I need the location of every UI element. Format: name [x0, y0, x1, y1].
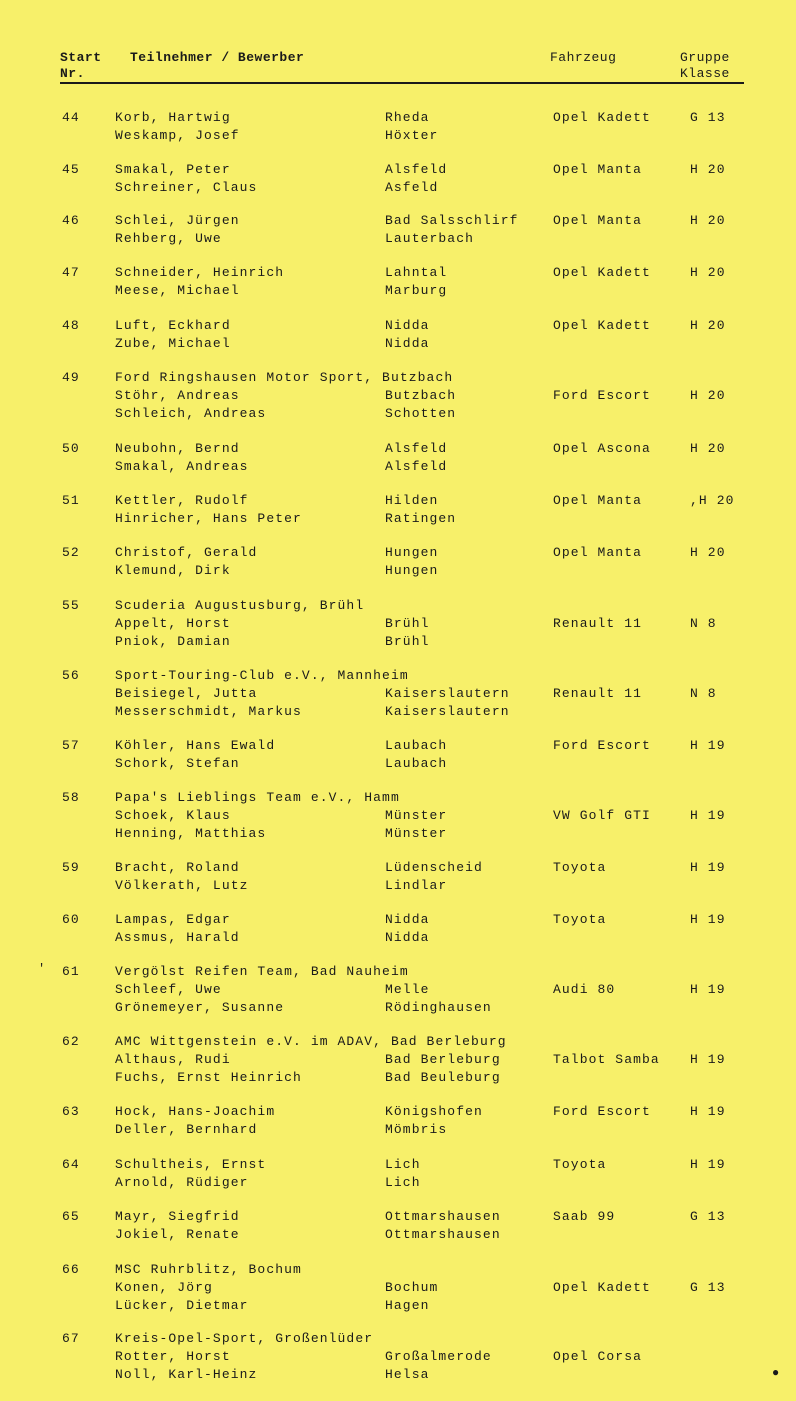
vehicle: Toyota	[553, 912, 607, 927]
driver-city: Nidda	[385, 336, 430, 351]
driver-name: Klemund, Dirk	[115, 563, 231, 578]
header-start: Start	[60, 50, 102, 65]
group-class: N 8	[690, 616, 717, 631]
entry-line	[0, 336, 796, 354]
entry-line	[0, 265, 796, 283]
driver-name: Deller, Bernhard	[115, 1122, 258, 1137]
entry-line	[0, 180, 796, 198]
driver-city: Laubach	[385, 756, 448, 771]
driver-name: Smakal, Peter	[115, 162, 231, 177]
team-name: Vergölst Reifen Team, Bad Nauheim	[115, 964, 409, 979]
driver-name: Korb, Hartwig	[115, 110, 231, 125]
vehicle: Ford Escort	[553, 1104, 651, 1119]
group-class: H 20	[690, 441, 726, 456]
vehicle: Opel Kadett	[553, 318, 651, 333]
driver-name: Völkerath, Lutz	[115, 878, 249, 893]
entry-line	[0, 878, 796, 896]
driver-city: Lich	[385, 1175, 421, 1190]
entry-line	[0, 511, 796, 529]
vehicle: Opel Manta	[553, 493, 643, 508]
entry-line	[0, 1280, 796, 1298]
header-teilnehmer: Teilnehmer / Bewerber	[130, 50, 305, 65]
driver-city: Lauterbach	[385, 231, 475, 246]
group-class: H 19	[690, 738, 726, 753]
start-number: 58	[62, 790, 80, 805]
driver-name: Schultheis, Ernst	[115, 1157, 267, 1172]
entry-line	[0, 1209, 796, 1227]
driver-city: Hungen	[385, 563, 439, 578]
group-class: H 19	[690, 1052, 726, 1067]
driver-name: Stöhr, Andreas	[115, 388, 240, 403]
start-number: 50	[62, 441, 80, 456]
driver-name: Luft, Eckhard	[115, 318, 231, 333]
scan-dot: ●	[772, 1366, 780, 1380]
vehicle: Renault 11	[553, 686, 643, 701]
entry-line	[0, 162, 796, 180]
entry-line	[0, 1070, 796, 1088]
entry-line	[0, 616, 796, 634]
driver-name: Appelt, Horst	[115, 616, 231, 631]
driver-city: Lahntal	[385, 265, 448, 280]
driver-name: Jokiel, Renate	[115, 1227, 240, 1242]
header-fahrzeug: Fahrzeug	[550, 50, 617, 65]
driver-name: Köhler, Hans Ewald	[115, 738, 276, 753]
group-class: N 8	[690, 686, 717, 701]
driver-city: Höxter	[385, 128, 439, 143]
driver-city: Bad Beuleburg	[385, 1070, 501, 1085]
driver-name: Arnold, Rüdiger	[115, 1175, 249, 1190]
driver-name: Zube, Michael	[115, 336, 231, 351]
driver-name: Schleef, Uwe	[115, 982, 222, 997]
driver-name: Konen, Jörg	[115, 1280, 213, 1295]
driver-city: Ottmarshausen	[385, 1227, 501, 1242]
driver-name: Schork, Stefan	[115, 756, 240, 771]
driver-name: Pniok, Damian	[115, 634, 231, 649]
driver-name: Mayr, Siegfrid	[115, 1209, 240, 1224]
header-rule	[60, 82, 744, 84]
start-number: 48	[62, 318, 80, 333]
team-name: Scuderia Augustusburg, Brühl	[115, 598, 365, 613]
entry-line	[0, 1122, 796, 1140]
group-class: H 19	[690, 860, 726, 875]
team-name: Papa's Lieblings Team e.V., Hamm	[115, 790, 400, 805]
entry-line	[0, 826, 796, 844]
start-number: 44	[62, 110, 80, 125]
start-number: 49	[62, 370, 80, 385]
vehicle: Opel Manta	[553, 545, 643, 560]
driver-name: Bracht, Roland	[115, 860, 240, 875]
driver-city: Marburg	[385, 283, 448, 298]
entry-line	[0, 1367, 796, 1385]
driver-city: Bad Berleburg	[385, 1052, 501, 1067]
driver-name: Messerschmidt, Markus	[115, 704, 302, 719]
team-name: Ford Ringshausen Motor Sport, Butzbach	[115, 370, 454, 385]
entry-line	[0, 1052, 796, 1070]
driver-city: Bochum	[385, 1280, 439, 1295]
entry-line	[0, 598, 796, 616]
entry-line	[0, 1157, 796, 1175]
driver-city: Ottmarshausen	[385, 1209, 501, 1224]
start-number: 61	[62, 964, 80, 979]
entry-line	[0, 1104, 796, 1122]
driver-name: Lücker, Dietmar	[115, 1298, 249, 1313]
start-number: 63	[62, 1104, 80, 1119]
entry-line	[0, 790, 796, 808]
group-class: G 13	[690, 1209, 726, 1224]
driver-city: Ratingen	[385, 511, 457, 526]
vehicle: Opel Manta	[553, 162, 643, 177]
start-number: 45	[62, 162, 80, 177]
entry-line	[0, 668, 796, 686]
driver-name: Schneider, Heinrich	[115, 265, 285, 280]
header-nr: Nr.	[60, 66, 85, 81]
start-number: 56	[62, 668, 80, 683]
driver-name: Grönemeyer, Susanne	[115, 1000, 285, 1015]
vehicle: Opel Kadett	[553, 265, 651, 280]
entry-line	[0, 441, 796, 459]
entry-line	[0, 1349, 796, 1367]
driver-city: Nidda	[385, 930, 430, 945]
start-number: 46	[62, 213, 80, 228]
entry-line	[0, 283, 796, 301]
driver-city: Lüdenscheid	[385, 860, 483, 875]
group-class: H 20	[690, 162, 726, 177]
group-class: H 19	[690, 1104, 726, 1119]
driver-name: Schlei, Jürgen	[115, 213, 240, 228]
start-number: 59	[62, 860, 80, 875]
entry-line	[0, 686, 796, 704]
scan-speck: '	[38, 962, 46, 976]
entry-line	[0, 318, 796, 336]
driver-name: Hinricher, Hans Peter	[115, 511, 302, 526]
start-number: 66	[62, 1262, 80, 1277]
entry-line	[0, 964, 796, 982]
entry-line	[0, 388, 796, 406]
driver-city: Asfeld	[385, 180, 439, 195]
vehicle: Ford Escort	[553, 738, 651, 753]
driver-city: Lindlar	[385, 878, 448, 893]
driver-city: Brühl	[385, 634, 430, 649]
driver-city: Königshofen	[385, 1104, 483, 1119]
vehicle: Toyota	[553, 860, 607, 875]
start-number: 62	[62, 1034, 80, 1049]
entry-line	[0, 1262, 796, 1280]
driver-city: Münster	[385, 808, 448, 823]
entry-line	[0, 1227, 796, 1245]
vehicle: Opel Ascona	[553, 441, 651, 456]
group-class: H 20	[690, 388, 726, 403]
driver-name: Neubohn, Bernd	[115, 441, 240, 456]
entry-line	[0, 808, 796, 826]
start-number: 52	[62, 545, 80, 560]
vehicle: Talbot Samba	[553, 1052, 660, 1067]
vehicle: Audi 80	[553, 982, 616, 997]
driver-city: Alsfeld	[385, 459, 448, 474]
driver-name: Fuchs, Ernst Heinrich	[115, 1070, 302, 1085]
driver-name: Lampas, Edgar	[115, 912, 231, 927]
start-number: 65	[62, 1209, 80, 1224]
driver-name: Meese, Michael	[115, 283, 240, 298]
driver-city: Melle	[385, 982, 430, 997]
driver-city: Mömbris	[385, 1122, 448, 1137]
driver-name: Smakal, Andreas	[115, 459, 249, 474]
driver-city: Kaiserslautern	[385, 686, 510, 701]
group-class: ,H 20	[690, 493, 735, 508]
driver-name: Schleich, Andreas	[115, 406, 267, 421]
driver-name: Weskamp, Josef	[115, 128, 240, 143]
team-name: Kreis-Opel-Sport, Großenlüder	[115, 1331, 374, 1346]
start-number: 64	[62, 1157, 80, 1172]
driver-name: Assmus, Harald	[115, 930, 240, 945]
vehicle: Opel Kadett	[553, 1280, 651, 1295]
driver-name: Hock, Hans-Joachim	[115, 1104, 276, 1119]
entry-line	[0, 1175, 796, 1193]
group-class: H 19	[690, 808, 726, 823]
group-class: G 13	[690, 110, 726, 125]
driver-name: Beisiegel, Jutta	[115, 686, 258, 701]
driver-name: Noll, Karl-Heinz	[115, 1367, 258, 1382]
entry-line	[0, 1034, 796, 1052]
group-class: H 20	[690, 545, 726, 560]
vehicle: Toyota	[553, 1157, 607, 1172]
group-class: H 20	[690, 213, 726, 228]
driver-name: Rotter, Horst	[115, 1349, 231, 1364]
driver-name: Rehberg, Uwe	[115, 231, 222, 246]
start-number: 47	[62, 265, 80, 280]
entry-line	[0, 1298, 796, 1316]
entry-line	[0, 1000, 796, 1018]
entry-line	[0, 459, 796, 477]
vehicle: Opel Kadett	[553, 110, 651, 125]
driver-city: Hagen	[385, 1298, 430, 1313]
group-class: G 13	[690, 1280, 726, 1295]
driver-city: Kaiserslautern	[385, 704, 510, 719]
entry-line	[0, 545, 796, 563]
driver-city: Lich	[385, 1157, 421, 1172]
driver-name: Henning, Matthias	[115, 826, 267, 841]
group-class: H 19	[690, 1157, 726, 1172]
start-number: 67	[62, 1331, 80, 1346]
start-number: 55	[62, 598, 80, 613]
driver-city: Hungen	[385, 545, 439, 560]
entry-line	[0, 704, 796, 722]
group-class: H 19	[690, 982, 726, 997]
driver-city: Butzbach	[385, 388, 457, 403]
entry-line	[0, 110, 796, 128]
entry-line	[0, 860, 796, 878]
vehicle: Renault 11	[553, 616, 643, 631]
driver-city: Rödinghausen	[385, 1000, 492, 1015]
driver-city: Helsa	[385, 1367, 430, 1382]
driver-name: Christof, Gerald	[115, 545, 258, 560]
driver-name: Schoek, Klaus	[115, 808, 231, 823]
entry-line	[0, 563, 796, 581]
entry-line	[0, 738, 796, 756]
entry-line	[0, 231, 796, 249]
group-class: H 19	[690, 912, 726, 927]
entry-line	[0, 982, 796, 1000]
driver-city: Schotten	[385, 406, 457, 421]
vehicle: Opel Manta	[553, 213, 643, 228]
driver-city: Großalmerode	[385, 1349, 492, 1364]
driver-city: Alsfeld	[385, 162, 448, 177]
driver-name: Schreiner, Claus	[115, 180, 258, 195]
entry-line	[0, 930, 796, 948]
driver-city: Brühl	[385, 616, 430, 631]
driver-city: Rheda	[385, 110, 430, 125]
team-name: MSC Ruhrblitz, Bochum	[115, 1262, 302, 1277]
group-class: H 20	[690, 265, 726, 280]
driver-city: Alsfeld	[385, 441, 448, 456]
group-class: H 20	[690, 318, 726, 333]
driver-city: Bad Salsschlirf	[385, 213, 519, 228]
driver-city: Nidda	[385, 912, 430, 927]
driver-city: Münster	[385, 826, 448, 841]
driver-name: Althaus, Rudi	[115, 1052, 231, 1067]
driver-city: Nidda	[385, 318, 430, 333]
entry-line	[0, 493, 796, 511]
vehicle: VW Golf GTI	[553, 808, 651, 823]
team-name: Sport-Touring-Club e.V., Mannheim	[115, 668, 409, 683]
driver-city: Hilden	[385, 493, 439, 508]
entry-line	[0, 1331, 796, 1349]
vehicle: Ford Escort	[553, 388, 651, 403]
entry-line	[0, 128, 796, 146]
start-number: 51	[62, 493, 80, 508]
vehicle: Opel Corsa	[553, 1349, 643, 1364]
start-number: 60	[62, 912, 80, 927]
entry-line	[0, 406, 796, 424]
header-klasse: Klasse	[680, 66, 730, 81]
entry-line	[0, 634, 796, 652]
driver-name: Kettler, Rudolf	[115, 493, 249, 508]
header-gruppe: Gruppe	[680, 50, 730, 65]
vehicle: Saab 99	[553, 1209, 616, 1224]
entry-line	[0, 213, 796, 231]
entry-line	[0, 370, 796, 388]
driver-city: Laubach	[385, 738, 448, 753]
start-number: 57	[62, 738, 80, 753]
entry-line	[0, 912, 796, 930]
team-name: AMC Wittgenstein e.V. im ADAV, Bad Berleburg	[115, 1034, 507, 1049]
entry-line	[0, 756, 796, 774]
